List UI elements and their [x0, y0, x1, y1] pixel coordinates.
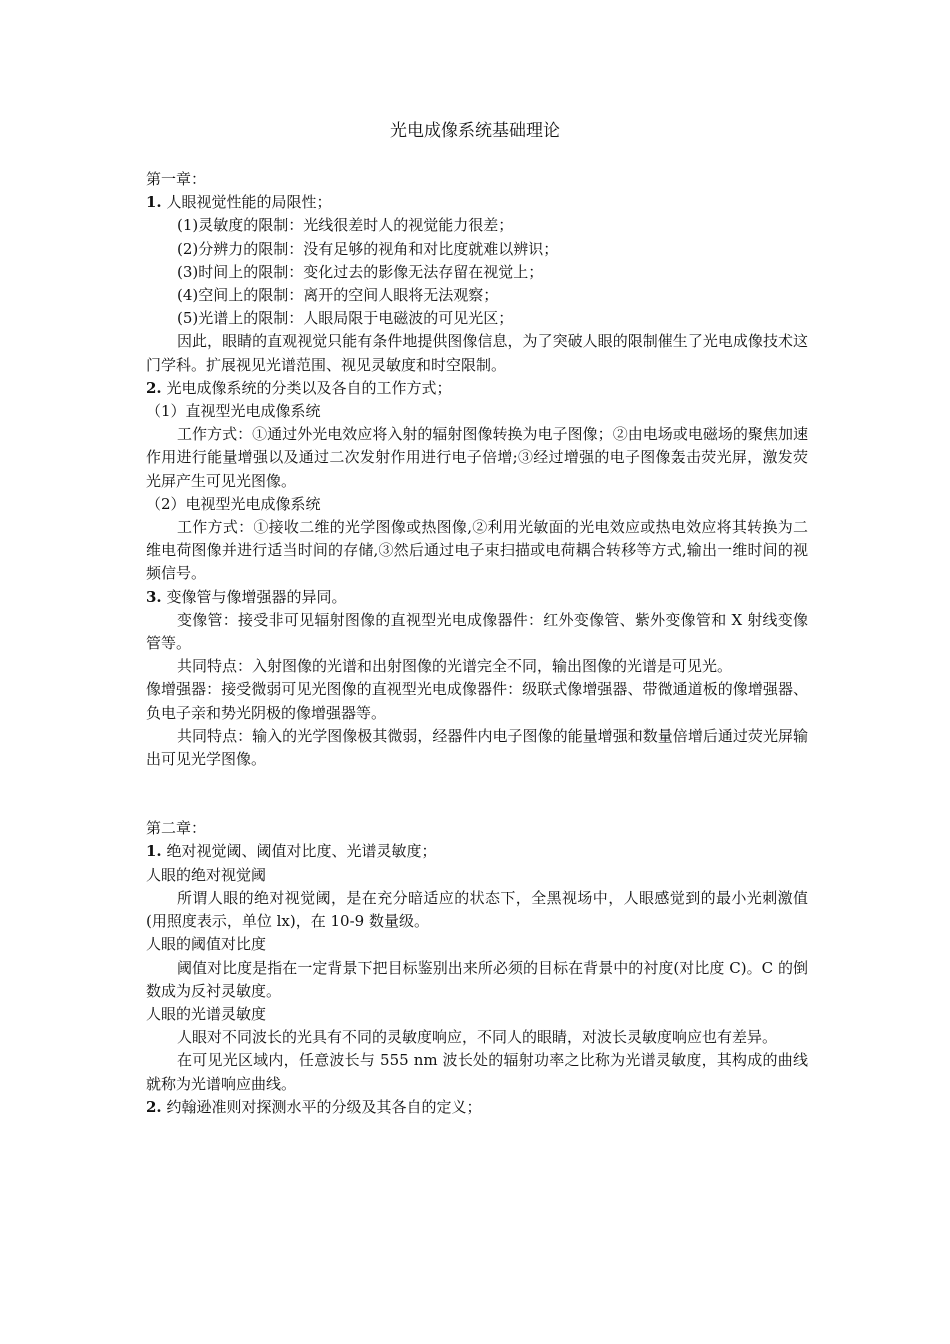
- spacer: [146, 771, 808, 817]
- chapter-1-heading: 第一章：: [146, 170, 207, 188]
- paragraph: 人眼对不同波长的光具有不同的灵敏度响应，不同人的眼睛，对波长灵敏度响应也有差异。: [177, 1028, 778, 1047]
- question-number: 1.: [146, 193, 162, 212]
- limit-item: (3)时间上的限制：变化过去的影像无法存留在视觉上；: [177, 262, 544, 281]
- ch1-question-2: [146, 377, 808, 400]
- question-text: 光电成像系统的分类以及各自的工作方式；: [166, 378, 452, 397]
- ch1-question-1: [146, 191, 808, 214]
- question-number: 2.: [146, 1097, 162, 1116]
- limit-item: (4)空间上的限制：离开的空间人眼将无法观察；: [177, 286, 499, 305]
- question-text: 人眼视觉性能的局限性；: [166, 193, 332, 212]
- subheading: 人眼的绝对视觉阈: [146, 865, 267, 884]
- question-text: 绝对视觉阈、阈值对比度、光谱灵敏度；: [166, 842, 437, 861]
- ch1-question-3: [146, 586, 808, 609]
- paragraph: 工作方式：①通过外光电效应将入射的辐射图像转换为电子图像；②由电场或电磁场的聚焦加速作用进行能量增强以及通过二次发射作用进行电子倍增;③经过增强的电子图像轰击荧光屏，激发荧光屏产生可见光图像。: [146, 425, 808, 490]
- document-title: 光电成像系统基础理论: [390, 121, 560, 141]
- subheading: 人眼的阈值对比度: [146, 935, 267, 954]
- subheading: （1）直视型光电成像系统: [146, 402, 321, 421]
- paragraph: 所谓人眼的绝对视觉阈，是在充分暗适应的状态下，全黑视场中，人眼感觉到的最小光刺激值(用照度表示，单位 lx)，在 10-9 数量级。: [146, 888, 808, 931]
- paragraph: 变像管：接受非可见辐射图像的直视型光电成像器件：红外变像管、紫外变像管和 X 射线变像管等。: [146, 610, 808, 653]
- question-number: 2.: [146, 378, 162, 397]
- paragraph: 因此，眼睛的直观视觉只能有条件地提供图像信息，为了突破人眼的限制催生了光电成像技术这门学科。扩展视见光谱范围、视见灵敏度和时空限制。: [146, 332, 808, 374]
- chapter-2-heading: 第二章：: [146, 819, 207, 838]
- paragraph: 共同特点：入射图像的光谱和出射图像的光谱完全不同，输出图像的光谱是可见光。: [177, 657, 733, 676]
- paragraph: 共同特点：输入的光学图像极其微弱，经器件内电子图像的能量增强和数量倍增后通过荧光屏输出可见光学图像。: [146, 726, 808, 769]
- subheading: 人眼的光谱灵敏度: [146, 1004, 267, 1023]
- paragraph: 像增强器：接受微弱可见光图像的直视型光电成像器件：级联式像增强器、带微通道板的像增强器、负电子亲和势光阴极的像增强器等。: [146, 680, 808, 722]
- ch2-question-1: [146, 840, 808, 863]
- limit-item: (2)分辨力的限制：没有足够的视角和对比度就难以辨识；: [177, 239, 559, 258]
- question-number: 1.: [146, 842, 162, 861]
- subheading: （2）电视型光电成像系统: [146, 494, 321, 513]
- document-body: [146, 168, 808, 1119]
- question-text: 变像管与像增强器的异同。: [166, 587, 347, 606]
- paragraph: 工作方式：①接收二维的光学图像或热图像,②利用光敏面的光电效应或热电效应将其转换为二维电荷图像并进行适当时间的存储,③然后通过电子束扫描或电荷耦合转移等方式,输出一维时间的视频信号。: [146, 518, 808, 583]
- question-text: 约翰逊准则对探测水平的分级及其各自的定义；: [166, 1097, 482, 1116]
- limit-item: (5)光谱上的限制：人眼局限于电磁波的可见光区；: [177, 309, 514, 328]
- paragraph: 在可见光区域内，任意波长与 555 nm 波长处的辐射功率之比称为光谱灵敏度，其构成的曲线就称为光谱响应曲线。: [146, 1051, 808, 1093]
- paragraph: 阈值对比度是指在一定背景下把目标鉴别出来所必须的目标在背景中的衬度(对比度 C)。C 的倒数成为反衬灵敏度。: [146, 958, 808, 1000]
- ch2-question-2: [146, 1096, 808, 1119]
- question-number: 3.: [146, 587, 162, 606]
- limit-item: (1)灵敏度的限制：光线很差时人的视觉能力很差；: [177, 216, 514, 235]
